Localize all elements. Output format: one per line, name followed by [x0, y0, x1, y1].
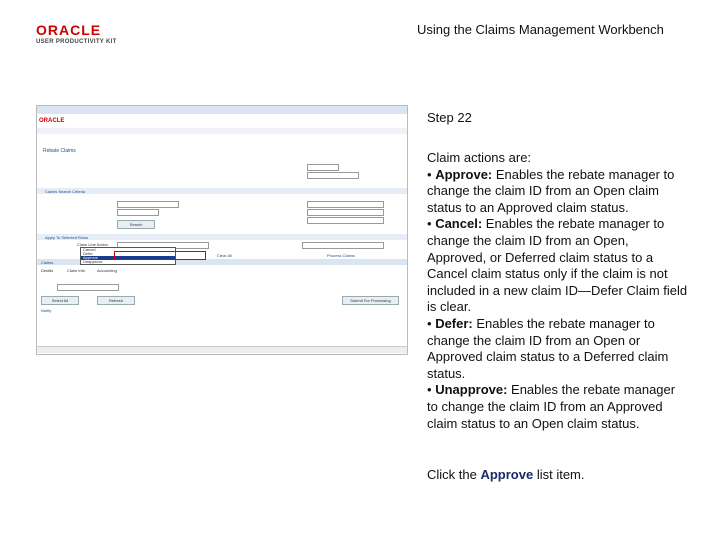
claim-status-field[interactable] [307, 209, 384, 216]
clear-all-link[interactable]: Clear All [217, 253, 232, 258]
step-label: Step 22 [427, 110, 472, 125]
description-item-cancel: • Cancel: Enables the rebate manager to change the claim ID from an Open, Approved, or Deferred claim status to a Cancel claim status only if the claim is not included in a new claim ID—Defer Claim field is clear. [427, 216, 688, 315]
rebate-date-field[interactable] [117, 209, 159, 216]
application-screenshot [36, 105, 408, 355]
submit-processing-button[interactable]: Submit For Processing [342, 296, 399, 305]
search-button[interactable]: Search [117, 220, 155, 229]
claim-line-status-field[interactable] [307, 217, 384, 224]
claims-tab-claim-info[interactable]: Claim Info [67, 268, 86, 273]
rebate-action-select[interactable] [302, 242, 384, 249]
logo-text: ORACLE [36, 22, 102, 38]
filter-header-bar [37, 188, 407, 194]
process-claims-link[interactable]: Process Claims [327, 253, 355, 258]
filter-header: Claims Search Criteria [45, 189, 86, 194]
term-defer: Defer: [435, 315, 473, 331]
page-title: Using the Claims Management Workbench [417, 22, 664, 37]
claims-tab-accounting[interactable]: Accounting [97, 268, 117, 273]
term-approve: Approve: [435, 166, 493, 182]
app-brand: ORACLE [39, 118, 65, 124]
claim-row-select[interactable] [57, 284, 119, 291]
term-unapprove: Unapprove: [435, 382, 508, 398]
term-cancel: Cancel: [435, 216, 483, 232]
step-description [427, 150, 689, 432]
rebate-id-field[interactable] [307, 164, 339, 171]
dropdown-option-approve[interactable]: Approve [81, 256, 175, 260]
highlight-box [114, 251, 206, 260]
breadcrumb-bar [37, 106, 407, 114]
logo-subtitle: USER PRODUCTIVITY KIT [36, 39, 117, 45]
dropdown-option-defer[interactable]: Defer [83, 251, 93, 256]
claim-action-label: Claim Line Action [77, 242, 108, 247]
refresh-button[interactable]: Refresh [97, 296, 135, 305]
instruction-target: Approve [480, 467, 534, 482]
app-nav-bar [37, 128, 407, 134]
instruction: Click the Approve list item. [427, 467, 585, 482]
select-all-button[interactable]: Select All [41, 296, 79, 305]
claims-tab-details[interactable]: Details [41, 268, 54, 273]
apply-header: Apply To Selected Rows [45, 235, 89, 240]
description-item-unapprove: • Unapprove: Enables the rebate manager to change the claim ID from an Approved claim status to an Open claim status. [427, 382, 676, 431]
horizontal-scrollbar[interactable] [37, 346, 407, 353]
apply-header-bar [37, 234, 407, 240]
claim-id-field[interactable] [117, 201, 179, 208]
dropdown-option-cancel[interactable]: Cancel [83, 247, 96, 252]
dropdown-option-unapprove[interactable]: Unapprove [83, 259, 103, 264]
oracle-upk-logo [36, 22, 126, 46]
description-item-defer: • Defer: Enables the rebate manager to change the claim ID from an Open or Approved claim status to a Deferred claim status. [427, 315, 669, 381]
rebate-field[interactable] [307, 201, 384, 208]
description-intro: Claim actions are: [427, 150, 532, 165]
description-item-approve: • Approve: Enables the rebate manager to change the claim ID from an Open claim status to an Approved claim status. [427, 166, 675, 215]
description-field[interactable] [307, 172, 359, 179]
notify-link[interactable]: Notify [41, 308, 52, 313]
section-title: Rebate Claims [43, 148, 76, 154]
claims-grid-header: Claims [41, 260, 54, 265]
